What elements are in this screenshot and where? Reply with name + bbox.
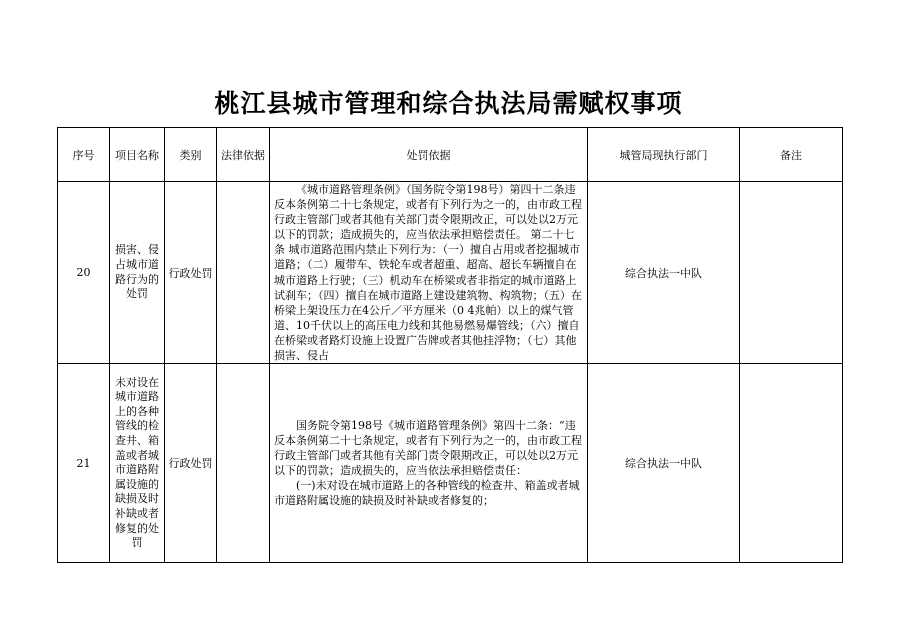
basis-paragraph: (一)未对设在城市道路上的各种管线的检查井、箱盖或者城市道路附属设施的缺损及时补缺或者修复的； (274, 479, 580, 508)
authority-table (57, 127, 843, 563)
cell-remark (740, 364, 843, 563)
header-remark: 备注 (740, 128, 843, 182)
header-legal: 法律依据 (217, 128, 270, 182)
header-category: 类别 (165, 128, 217, 182)
page-title: 桃江县城市管理和综合执法局需赋权事项 (214, 89, 683, 118)
cell-category: 行政处罚 (165, 182, 217, 364)
cell-basis: 《城市道路管理条例》（国务院令第198号）第四十二条违反本条例第二十七条规定，或者有下列行为之一的，由市政工程行政主管部门或者其他有关部门责令限期改正，可以处以2万元以下的罚款；造成损失的，应当依法承担赔偿责任。 第二十七条 城市道路范围内禁止下列行为：（一）擅自占用或者挖掘城市道路；（二）履带车、铁轮车或者超重、超高、超长车辆擅自在城市道路上行驶；（三）机动车在桥梁或者非指定的城市道路上试刹车；（四）擅自在城市道路上建设建筑物、构筑物；（五）在桥梁上架设压力在4公斤／平方厘米（0 4兆帕）以上的煤气管道、10千伏以上的高压电力线和其他易燃易爆管线；（六）擅自在桥梁或者路灯设施上设置广告牌或者其他挂浮物；（七）其他损害、侵占 (270, 182, 588, 364)
cell-remark (740, 182, 843, 364)
cell-basis (270, 364, 588, 563)
cell-dept: 综合执法一中队 (588, 182, 740, 364)
cell-legal (217, 182, 270, 364)
cell-name: 损害、侵占城市道路行为的处罚 (110, 182, 165, 364)
header-dept: 城管局现执行部门 (588, 128, 740, 182)
cell-no: 21 (58, 364, 110, 563)
header-no: 序号 (58, 128, 110, 182)
cell-legal (217, 364, 270, 563)
table-row (58, 364, 843, 563)
cell-no: 20 (58, 182, 110, 364)
header-row (58, 128, 843, 182)
cell-category: 行政处罚 (165, 364, 217, 563)
header-name: 项目名称 (110, 128, 165, 182)
header-basis: 处罚依据 (270, 128, 588, 182)
basis-paragraph: 国务院令第198号《城市道路管理条例》第四十二条：“违反本条例第二十七条规定，或者有下列行为之一的，由市政工程行政主管部门或者其他有关部门责令限期改正，可以处以2万元以下的罚款；造成损失的，应当依法承担赔偿责任： (274, 419, 582, 478)
cell-name: 未对设在城市道路上的各种管线的检查井、箱盖或者城市道路附属设施的缺损及时补缺或者修复的处罚 (110, 364, 165, 563)
cell-dept: 综合执法一中队 (588, 364, 740, 563)
table-row (58, 182, 843, 364)
